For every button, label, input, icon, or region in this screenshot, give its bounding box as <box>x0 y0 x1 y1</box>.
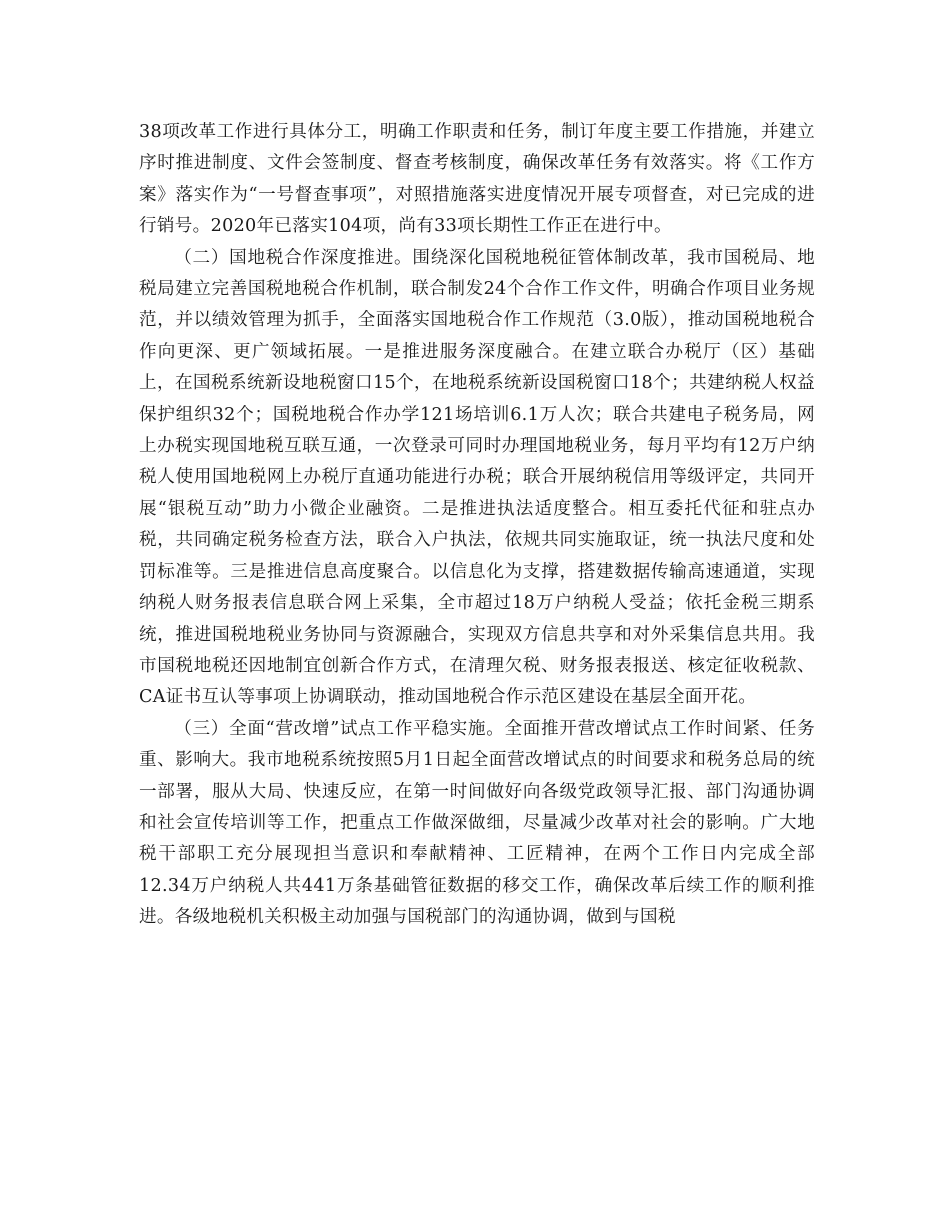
document-body <box>139 117 815 934</box>
paragraph-3: （三）全面“营改增”试点工作平稳实施。全面推开营改增试点工作时间紧、任务重、影响大。我市地税系统按照5月1日起全面营改增试点的时间要求和税务总局的统一部署，服从大局、快速反应，在第一时间做好向各级党政领导汇报、部门沟通协调和社会宣传培训等工作，把重点工作做深做细，尽量减少改革对社会的影响。广大地税干部职工充分展现担当意识和奉献精神、工匠精神，在两个工作日内完成全部12.34万户纳税人共441万条基础管征数据的移交工作，确保改革后续工作的顺利推进。各级地税机关积极主动加强与国税部门的沟通协调，做到与国税 <box>139 718 815 928</box>
paragraph-2: （二）国地税合作深度推进。围绕深化国税地税征管体制改革，我市国税局、地税局建立完善国税地税合作机制，联合制发24个合作工作文件，明确合作项目业务规范，并以绩效管理为抓手，全面落实国地税合作工作规范（3.0版），推动国税地税合作向更深、更广领域拓展。一是推进服务深度融合。在建立联合办税厅（区）基础上，在国税系统新设地税窗口15个，在地税系统新设国税窗口18个；共建纳税人权益保护组织32个；国税地税合作办学121场培训6.1万人次；联合共建电子税务局，网上办税实现国地税互联互通，一次登录可同时办理国地税业务，每月平均有12万户纳税人使用国地税网上办税厅直通功能进行办税；联合开展纳税信用等级评定，共同开展“银税互动”助力小微企业融资。二是推进执法适度整合。相互委托代征和驻点办税，共同确定税务检查方法，联合入户执法，依规共同实施取证，统一执法尺度和处罚标准等。三是推进信息高度聚合。以信息化为支撑，搭建数据传输高速通道，实现纳税人财务报表信息联合网上采集，全市超过18万户纳税人受益；依托金税三期系统，推进国税地税业务协同与资源融合，实现双方信息共享和对外采集信息共用。我市国税地税还因地制宜创新合作方式，在清理欠税、财务报表报送、核定征收税款、CA证书互认等事项上协调联动，推动国地税合作示范区建设在基层全面开花。 <box>139 247 815 708</box>
paragraph-1: 38项改革工作进行具体分工，明确工作职责和任务，制订年度主要工作措施，并建立序时推进制度、文件会签制度、督查考核制度，确保改革任务有效落实。将《工作方案》落实作为“一号督查事项”，对照措施落实进度情况开展专项督查，对已完成的进行销号。2020年已落实104项，尚有33项长期性工作正在进行中。 <box>139 122 815 237</box>
